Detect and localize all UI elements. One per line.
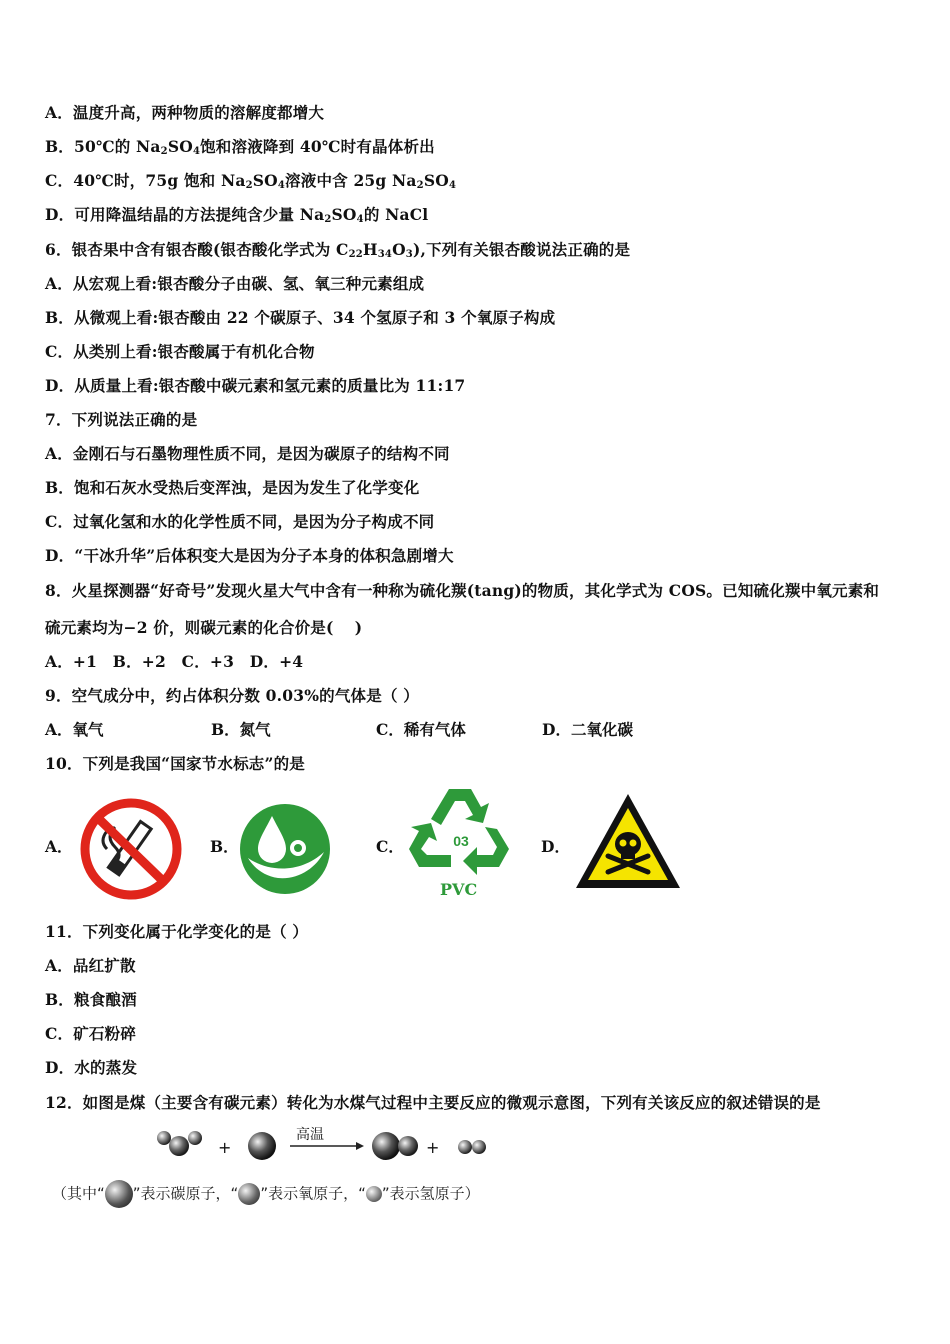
q8-stem-line1: 8．火星探测器“好奇号”发现火星大气中含有一种称为硫化羰(tang)的物质，其化学式为 COS。已知硫化羰中氧元素和 [45,581,880,600]
q11-option-a: A．品红扩散 [45,956,136,975]
carbon-atom-icon [105,1180,133,1208]
q7-option-d: D．“干冰升华”后体积变大是因为分子本身的体积急剧增大 [45,546,454,565]
carbon-atom [372,1132,400,1160]
q5-option-a: A．温度升高，两种物质的溶解度都增大 [45,103,325,122]
q6-option-d: D．从质量上看:银杏酸中碳元素和氢元素的质量比为 11:17 [45,376,466,395]
no-smoking-icon [79,797,183,905]
toxic-warning-icon [572,790,684,896]
q6-option-b: B．从微观上看:银杏酸由 22 个碳原子、34 个氢原子和 3 个氧原子构成 [45,308,556,327]
oxygen-atom-icon [238,1183,260,1205]
hydrogen-atom-icon [366,1186,382,1202]
q9-option-b: B．氮气 [211,720,271,739]
q6-option-a: A．从宏观上看:银杏酸分子由碳、氢、氧三种元素组成 [45,274,425,293]
q11-option-b: B．粮食酿酒 [45,990,137,1009]
reaction-molecules [150,1120,510,1170]
water-saving-icon [238,802,332,900]
q7-option-a: A．金刚石与石墨物理性质不同，是因为碳原子的结构不同 [45,444,450,463]
q5-option-d: D．可用降温结晶的方法提纯含少量 $Na_2SO_4$的 NaCl [45,205,429,225]
carbon-atom [248,1132,276,1160]
oxygen-atom [169,1136,189,1156]
recycle-pvc-icon [405,783,515,883]
hydrogen-atom [458,1140,472,1154]
q5-option-c: C．40℃时，75g 饱和 $Na_2SO_4$溶液中含 25g $Na_2SO_4$ [45,171,457,191]
q11-option-c: C．矿石粉碎 [45,1024,137,1043]
q10-option-a-label: A． [45,837,73,856]
q9-option-d: D．二氧化碳 [542,720,633,739]
oxygen-atom [398,1136,418,1156]
plus-sign: + [218,1138,232,1157]
q7-stem: 7．下列说法正确的是 [45,410,198,429]
hydrogen-atom [157,1131,171,1145]
q9-stem: 9．空气成分中，约占体积分数 0.03%的气体是（ ） [45,686,419,705]
pvc-label: PVC [440,880,478,899]
q10-stem: 10．下列是我国“国家节水标志”的是 [45,754,306,773]
q10-option-d-label: D． [541,837,570,856]
q12-stem: 12．如图是煤（主要含有碳元素）转化为水煤气过程中主要反应的微观示意图，下列有关该反应的叙述错误的是 [45,1093,821,1112]
q7-option-b: B．饱和石灰水受热后变浑浊，是因为发生了化学变化 [45,478,420,497]
q10-option-c-label: C． [376,837,404,856]
q9-option-a: A．氧气 [45,720,104,739]
hydrogen-atom [472,1140,486,1154]
q6-option-c: C．从类别上看:银杏酸属于有机化合物 [45,342,315,361]
reaction-condition: 高温 [296,1127,324,1143]
q9-option-c: C．稀有气体 [376,720,466,739]
q5-option-b: B．50℃的 $Na_2SO_4$饱和溶液降到 40℃时有晶体析出 [45,137,435,157]
q11-stem: 11．下列变化属于化学变化的是（ ） [45,922,309,941]
q7-option-c: C．过氧化氢和水的化学性质不同，是因为分子构成不同 [45,512,435,531]
pvc-number: 03 [453,833,469,849]
q8-stem-line2: 硫元素均为−2 价，则碳元素的化合价是( ) [45,618,363,637]
q10-option-b-label: B． [210,837,239,856]
reaction-diagram [150,1120,510,1170]
q6-stem: 6．银杏果中含有银杏酸(银杏酸化学式为 $C_{22}H_{34}O_3$),下列有关银杏酸说法正确的是 [45,240,631,260]
plus-sign: + [426,1138,440,1157]
q8-options: A．+1 B．+2 C．+3 D．+4 [45,652,304,671]
hydrogen-atom [188,1131,202,1145]
q11-option-d: D．水的蒸发 [45,1058,138,1077]
atom-legend: （其中“ ”表示碳原子，“ ”表示氧原子，“ ”表示氢原子） [52,1180,480,1208]
